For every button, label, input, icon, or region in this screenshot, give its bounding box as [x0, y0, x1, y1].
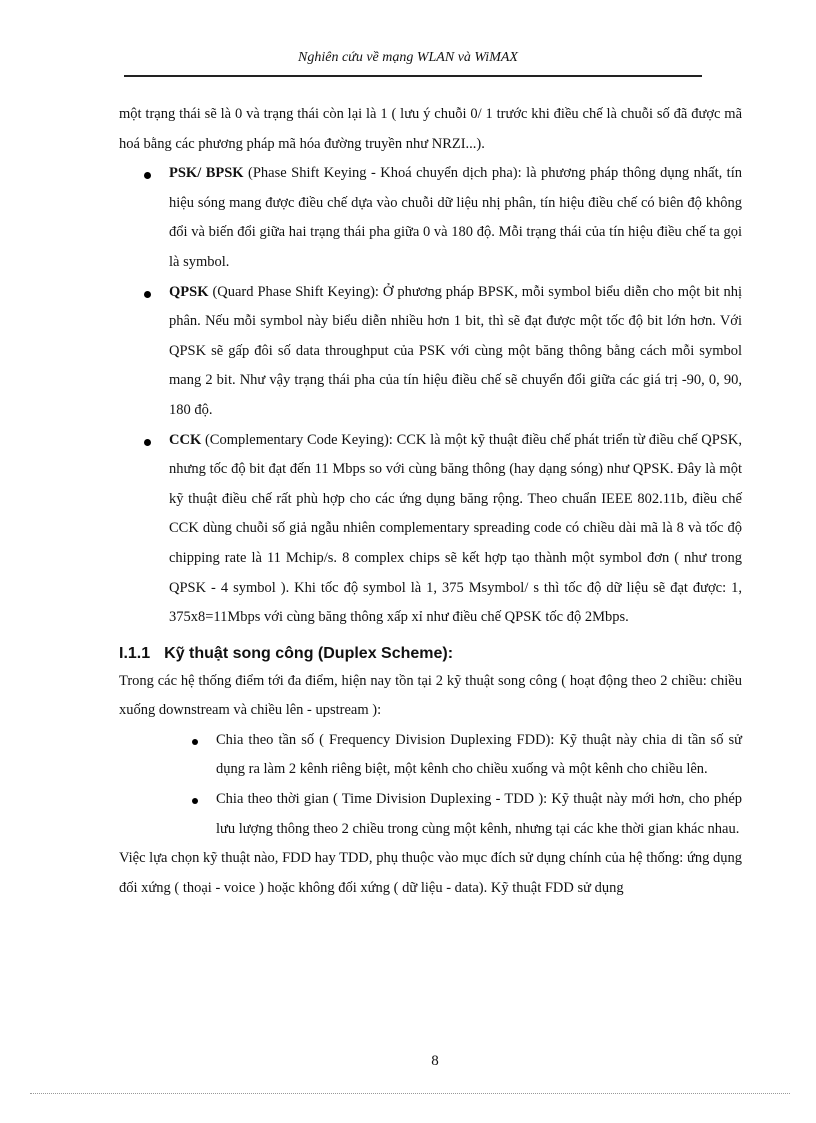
page-body [119, 100, 742, 903]
bullet-icon [144, 291, 151, 298]
list-item [119, 159, 742, 277]
list-item [119, 426, 742, 633]
item-text: Chia theo tần số ( Frequency Division Duplexing FDD): Kỹ thuật này chia di tần số sử dụng ra làm 2 kênh riêng biệt, một kênh cho chiều xuống và một kênh cho chiều lên. [216, 731, 742, 778]
list-item [119, 278, 742, 426]
intro-paragraph: một trạng thái sẽ là 0 và trạng thái còn lại là 1 ( lưu ý chuỗi 0/ 1 trước khi điều chế là chuỗi số đã được mã hoá bằng các phương pháp mã hóa đường truyền như NRZI...). [119, 106, 742, 152]
header-rule [124, 75, 702, 77]
footer-rule [30, 1093, 790, 1094]
closing-paragraph: Việc lựa chọn kỹ thuật nào, FDD hay TDD, phụ thuộc vào mục đích sử dụng chính của hệ thống: ứng dụng đối xứng ( thoại - voice ) hoặc không đối xứng ( dữ liệu - data). Kỹ thuật FDD sử dụng [119, 850, 742, 896]
section-intro-paragraph: Trong các hệ thống điểm tới đa điểm, hiện nay tồn tại 2 kỹ thuật song công ( hoạt động theo 2 chiều: chiều xuống downstream và chiều lên - upstream ): [119, 672, 742, 719]
item-text: (Phase Shift Keying - Khoá chuyển dịch pha): là phương pháp thông dụng nhất, tín hiệu sóng mang được điều chế dựa vào chuỗi dữ liệu nhị phân, tín hiệu điều chế có biên độ không đổi và biến đổi giữa hai trạng thái pha giữa 0 và 180 độ. Mỗi trạng thái của tín hiệu điều chế ta gọi là symbol. [169, 165, 742, 270]
section-heading [119, 641, 742, 667]
list-item [119, 726, 742, 785]
section-number: I.1.1 [119, 644, 151, 662]
running-header: Nghiên cứu về mạng WLAN và WiMAX [298, 50, 518, 65]
bullet-icon [192, 739, 198, 745]
duplex-list [119, 726, 742, 844]
bullet-icon [144, 439, 151, 446]
term-cck: CCK [169, 431, 202, 448]
section-title: Kỹ thuật song công (Duplex Scheme): [164, 644, 454, 662]
term-qpsk: QPSK [169, 283, 209, 300]
page-number: 8 [431, 1053, 439, 1069]
item-text: (Complementary Code Keying): CCK là một kỹ thuật điều chế phát triển từ điều chế QPSK, nhưng tốc độ bit đạt đến 11 Mbps so với cùng băng thông (hay dạng sóng) như QPSK. Đây là một kỹ thuật điều chế rất phù hợp cho các ứng dụng băng rộng. Theo chuẩn IEEE 802.11b, điều chế CCK dùng chuỗi số giả ngẫu nhiên complementary spreading code có chiều dài mã là 8 và tốc độ chipping rate là 11 Mchip/s. 8 complex chips sẽ kết hợp tạo thành một symbol đơn ( như trong QPSK - 4 symbol ). Khi tốc độ symbol là 1, 375 Msymbol/ s thì tốc độ dữ liệu sẽ đạt được: 1, 375x8=11Mbps với cùng băng thông xấp xỉ như điều chế QPSK tốc độ 2Mbps. [169, 431, 742, 626]
modulation-list [119, 159, 742, 633]
bullet-icon [144, 172, 151, 179]
list-item [119, 785, 742, 844]
item-text: Chia theo thời gian ( Time Division Duplexing - TDD ): Kỹ thuật này mới hơn, cho phép lưu lượng thông theo 2 chiều trong cùng một kênh, nhưng tại các khe thời gian khác nhau. [216, 791, 742, 837]
term-psk: PSK/ BPSK [169, 165, 244, 182]
bullet-icon [192, 798, 198, 804]
item-text: (Quard Phase Shift Keying): Ở phương pháp BPSK, mỗi symbol biểu diễn cho một bit nhị phân. Nếu mỗi symbol này biểu diễn nhiều hơn 1 bit, thì sẽ đạt được một tốc độ bit lớn hơn. Với QPSK sẽ gấp đôi số data throughput của PSK với cùng một băng thông bằng cách mỗi symbol mang 2 bit. Như vậy trạng thái pha của tín hiệu điều chế sẽ chuyển đổi giữa các giá trị -90, 0, 90, 180 độ. [169, 283, 742, 418]
